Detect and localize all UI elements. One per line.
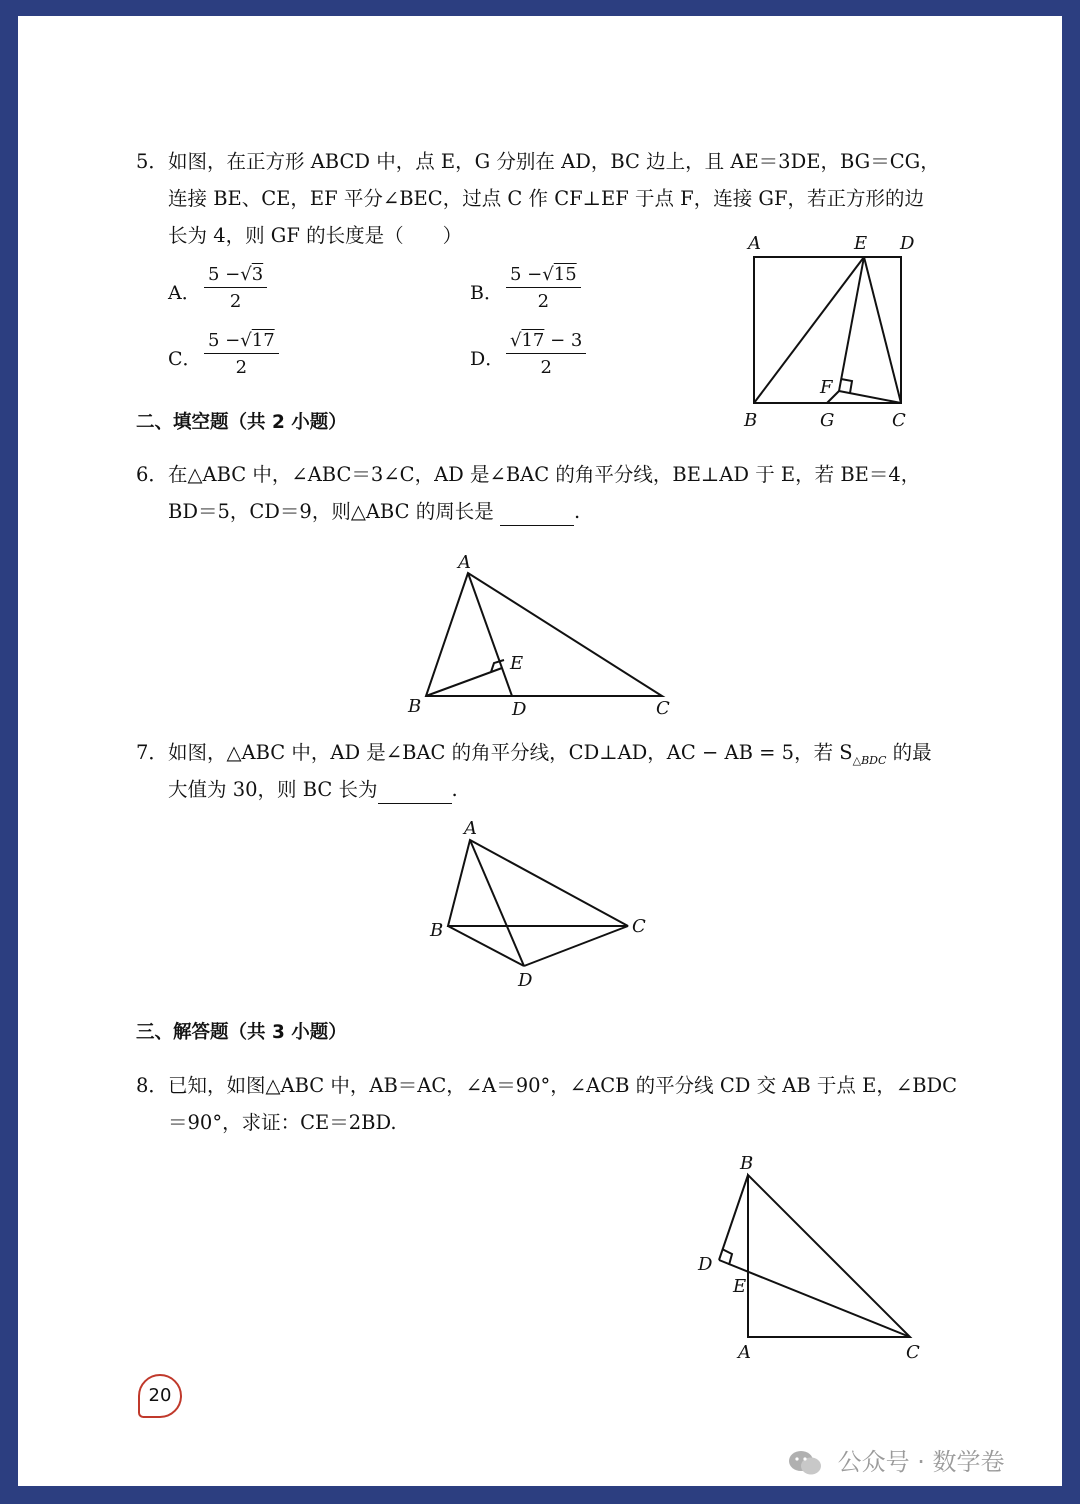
- label-d: D: [900, 233, 915, 254]
- question-number: 8．: [136, 1074, 168, 1097]
- question-text-line: 已知，如图△ABC 中，AB＝AC，∠A＝90°，∠ACB 的平分线 CD 交 AB 于点 E，∠BDC: [168, 1074, 958, 1097]
- segment-ad: [470, 840, 524, 966]
- option-d-fraction[interactable]: $\frac{√17 - 3}{2}$: [506, 330, 586, 378]
- option-b-fraction[interactable]: $\frac{5 -√15}{2}$: [506, 264, 581, 312]
- option-b-label[interactable]: B．: [470, 282, 503, 304]
- section-heading-fill-in: 二、填空题（共 2 小题）: [136, 412, 347, 433]
- label-b: B: [408, 696, 422, 717]
- page-number-badge: 20: [138, 1374, 182, 1418]
- label-b: B: [430, 920, 444, 941]
- question-number: 5．: [136, 150, 168, 173]
- wechat-icon: [788, 1450, 822, 1476]
- q7-figure: [428, 818, 668, 998]
- label-b: B: [744, 410, 758, 431]
- label-c: C: [906, 1342, 920, 1363]
- q8-figure: [688, 1152, 948, 1372]
- triangle-abc: [426, 573, 662, 696]
- watermark: [788, 1442, 1005, 1477]
- option-c-label[interactable]: C．: [168, 348, 202, 370]
- segment-cd: [524, 926, 628, 966]
- answer-blank[interactable]: [500, 505, 574, 526]
- question-text-line: 如图，在正方形 ABCD 中，点 E，G 分别在 AD，BC 边上，且 AE＝3DE，BG＝CG，: [168, 150, 940, 173]
- question-text-line: 大值为 30，则 BC 长为: [168, 778, 378, 801]
- option-c-fraction[interactable]: $\frac{5 -√17}{2}$: [204, 330, 279, 378]
- label-e: E: [733, 1276, 747, 1297]
- question-text-line: 在△ABC 中，∠ABC＝3∠C，AD 是∠BAC 的角平分线，BE⊥AD 于 E，若 BE＝4，: [168, 463, 921, 486]
- segment-ef: [839, 257, 864, 391]
- label-a: A: [748, 233, 761, 254]
- option-a-label[interactable]: A．: [168, 282, 201, 304]
- section-heading-solutions: 三、解答题（共 3 小题）: [136, 1022, 347, 1043]
- answer-blank[interactable]: [378, 783, 452, 804]
- watermark-text: 公众号 · 数学卷: [837, 1448, 1005, 1476]
- label-f: F: [820, 377, 833, 398]
- label-a: A: [458, 552, 471, 573]
- triangle-abc: [748, 1175, 910, 1337]
- page: 5． 如图，在正方形 ABCD 中，点 E，G 分别在 AD，BC 边上，且 AE＝3DE，BG＝CG， 连接 BE、CE，EF 平分∠BEC，过点 C 作 CF⊥EF 于点 F，连接 GF，若正方形的边 长为 4，则 GF 的长度是（ ） A． $\frac{5 -√3}{2}$ B． $\frac{5 -√15}{2}$ C． $\frac{5 -√17}{2}$ D． $\frac{√17 - 3}{2}$ A E D F B G C 二、填空题（共 2 小题） 6． 在△ABC 中，∠ABC＝3∠C，AD 是∠BAC 的角平分线，BE⊥AD 于 E，若 BE＝4， BD＝5，CD＝9，则△ABC 的周长是 . A E B D C 7． 如图，△ABC 中，AD 是∠BAC 的角平分线，CD⊥AD，AC − AB = 5，若 $S_{\triangle BDC}$ 的最 大值为 30，则 BC 长为 . A B C D 三、解答题（共 3 小题） 8． 已知，如图△ABC 中，AB＝AC，∠A＝90°，∠ACB 的平分线 CD 交 AB 于点 E，∠BDC ＝90°，求证：CE＝2BD. B D E A C 20 公众号 · 数学卷: [18, 16, 1062, 1486]
- label-d: D: [512, 699, 527, 720]
- option-d-label[interactable]: D．: [470, 348, 505, 370]
- label-e: E: [854, 233, 868, 254]
- label-c: C: [892, 410, 906, 431]
- label-a: A: [738, 1342, 751, 1363]
- segment-ce: [864, 257, 901, 403]
- label-d: D: [698, 1254, 713, 1275]
- option-a-fraction[interactable]: $\frac{5 -√3}{2}$: [204, 264, 267, 312]
- q6-figure: [408, 552, 698, 726]
- q5-figure: [734, 233, 934, 436]
- segment-cf: [839, 391, 901, 403]
- label-c: C: [632, 916, 646, 937]
- question-text-line: BD＝5，CD＝9，则△ABC 的周长是: [168, 500, 494, 523]
- question-text-line: 连接 BE、CE，EF 平分∠BEC，过点 C 作 CF⊥EF 于点 F，连接 GF，若正方形的边: [168, 187, 925, 210]
- label-a: A: [464, 818, 477, 839]
- question-number: 6．: [136, 463, 168, 486]
- label-e: E: [510, 653, 524, 674]
- segment-bd: [448, 926, 524, 966]
- question-text-line: 如图，△ABC 中，AD 是∠BAC 的角平分线，CD⊥AD，AC − AB = 5，若 S: [168, 741, 853, 764]
- question-text-line: ＝90°，求证：CE＝2BD.: [168, 1111, 397, 1134]
- segment-be: [426, 668, 502, 696]
- label-c: C: [656, 698, 670, 719]
- segment-bd: [719, 1175, 748, 1260]
- label-b: B: [740, 1153, 754, 1174]
- label-g: G: [820, 410, 835, 431]
- question-number: 7．: [136, 741, 168, 764]
- question-text-line: 长为 4，则 GF 的长度是（ ）: [168, 224, 463, 247]
- label-d: D: [518, 970, 533, 991]
